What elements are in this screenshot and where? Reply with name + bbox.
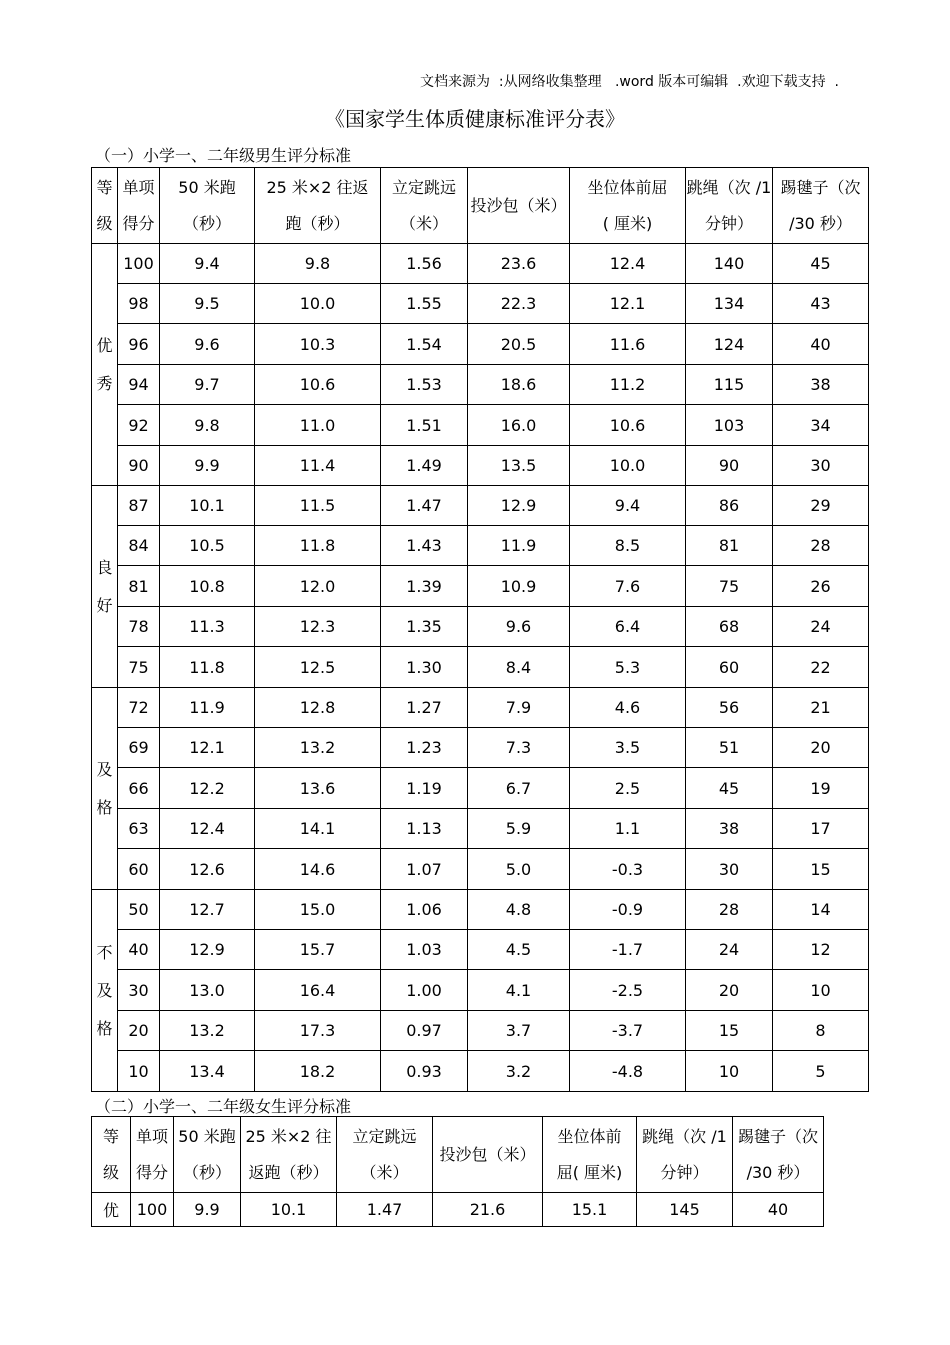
section1-title: （一）小学一、二年级男生评分标准: [95, 146, 352, 165]
column-header-text: 50 米跑: [178, 1126, 236, 1146]
table-cell: 12.7: [160, 890, 255, 930]
column-header-text: 立定跳远: [352, 1126, 417, 1146]
column-header-text: /30 秒）: [746, 1162, 810, 1182]
table-cell: 30: [773, 446, 869, 486]
table-cell: 8.4: [468, 647, 570, 688]
table-cell: 34: [773, 405, 869, 446]
table-cell: 15.0: [255, 890, 381, 930]
section2-title: （二）小学一、二年级女生评分标准: [95, 1097, 352, 1116]
table-cell: 38: [686, 809, 773, 849]
column-header-text: （米）: [399, 213, 448, 233]
table-cell: 26: [773, 566, 869, 607]
table-cell: 140: [686, 244, 773, 284]
table-row: [92, 890, 869, 930]
grade-char: 及: [96, 980, 113, 1000]
table-cell: 12.4: [160, 809, 255, 849]
column-header-text: 跳绳（次 /1: [686, 177, 772, 197]
column-header-text: 坐位体前: [557, 1126, 622, 1146]
table-cell: 5.0: [468, 849, 570, 890]
table-cell: 66: [118, 768, 160, 809]
table-row: [92, 284, 869, 324]
column-header-text: /30 秒）: [789, 213, 852, 233]
column-header-text: 单项: [135, 1126, 168, 1146]
table-cell: 20: [686, 970, 773, 1011]
table-cell: -2.5: [570, 970, 686, 1011]
grade-char: 不: [96, 942, 113, 962]
grade-char: 及: [96, 759, 113, 779]
table-cell: 100: [131, 1193, 174, 1227]
table-cell: 13.5: [468, 446, 570, 486]
table-cell: 12.0: [255, 566, 381, 607]
table-cell: 13.0: [160, 970, 255, 1011]
table-cell: 12: [773, 930, 869, 970]
column-header: [686, 168, 773, 244]
table-cell: 20: [118, 1011, 160, 1051]
table-cell: 103: [686, 405, 773, 446]
table-cell: 3.7: [468, 1011, 570, 1051]
table-cell: 92: [118, 405, 160, 446]
table-cell: 10: [773, 970, 869, 1011]
table-cell: 124: [686, 324, 773, 365]
table-cell: 11.4: [255, 446, 381, 486]
table-cell: 0.93: [381, 1051, 468, 1092]
table-cell: 24: [686, 930, 773, 970]
table-cell: 100: [118, 244, 160, 284]
table-cell: 11.9: [468, 526, 570, 566]
table-cell: 8.5: [570, 526, 686, 566]
column-header: [433, 1117, 543, 1193]
header-row: [92, 1117, 824, 1193]
table-cell: -0.3: [570, 849, 686, 890]
table-cell: 75: [686, 566, 773, 607]
table-cell: 7.3: [468, 728, 570, 768]
table-cell: 9.4: [570, 486, 686, 526]
table-cell: 90: [118, 446, 160, 486]
column-header-text: 级: [96, 213, 113, 233]
table-cell: 20.5: [468, 324, 570, 365]
table-cell: 16.0: [468, 405, 570, 446]
table-cell: 9.8: [255, 244, 381, 284]
source-note: 文档来源为 :从网络收集整理 .word 版本可编辑 .欢迎下载支持 .: [420, 74, 839, 90]
table-cell: 12.6: [160, 849, 255, 890]
table-row: [92, 324, 869, 365]
table-cell: 75: [118, 647, 160, 688]
table-row: [92, 728, 869, 768]
table-cell: -4.8: [570, 1051, 686, 1092]
table-cell: 38: [773, 365, 869, 405]
table-cell: 30: [118, 970, 160, 1011]
table-cell: 7.9: [468, 688, 570, 728]
column-header-text: 级: [102, 1162, 119, 1182]
grade-cell: [92, 244, 118, 486]
table-cell: 优: [92, 1193, 131, 1227]
column-header: [637, 1117, 733, 1193]
table-cell: 98: [118, 284, 160, 324]
table-cell: 12.2: [160, 768, 255, 809]
grade-cell: [92, 890, 118, 1092]
column-header-text: 25 米×2 往: [245, 1126, 332, 1146]
table-cell: 81: [118, 566, 160, 607]
table-cell: 22.3: [468, 284, 570, 324]
table-cell: 1.43: [381, 526, 468, 566]
boys-score-table: [91, 167, 869, 1092]
table-cell: 1.49: [381, 446, 468, 486]
column-header-text: 得分: [135, 1162, 168, 1182]
table-cell: 9.6: [468, 607, 570, 647]
column-header-text: 屈( 厘米): [556, 1162, 623, 1182]
grade-char: 格: [96, 797, 113, 817]
grade-cell: [92, 486, 118, 688]
table-row: [92, 365, 869, 405]
table-cell: 14.1: [255, 809, 381, 849]
table-cell: 3.5: [570, 728, 686, 768]
table-cell: 1.27: [381, 688, 468, 728]
table-cell: 1.07: [381, 849, 468, 890]
table-cell: 12.3: [255, 607, 381, 647]
table-row: [92, 1051, 869, 1092]
table-cell: 50: [118, 890, 160, 930]
table-row: [92, 1011, 869, 1051]
table-row: [92, 768, 869, 809]
table-cell: 1.47: [381, 486, 468, 526]
grade-char: 好: [96, 595, 113, 615]
table-cell: 14: [773, 890, 869, 930]
table-cell: 90: [686, 446, 773, 486]
grade-char: 优: [96, 335, 113, 355]
table-cell: 10.5: [160, 526, 255, 566]
table-cell: 96: [118, 324, 160, 365]
table-cell: 11.8: [160, 647, 255, 688]
table-cell: 11.8: [255, 526, 381, 566]
table-cell: 51: [686, 728, 773, 768]
column-header-text: （米）: [360, 1162, 409, 1182]
table-cell: 1.30: [381, 647, 468, 688]
table-row: [92, 1193, 824, 1227]
table-cell: 22: [773, 647, 869, 688]
column-header-text: 坐位体前屈: [587, 177, 668, 197]
column-header: [174, 1117, 241, 1193]
table-cell: 86: [686, 486, 773, 526]
table-row: [92, 244, 869, 284]
column-header: [733, 1117, 824, 1193]
column-header-text: 投沙包（米）: [470, 195, 567, 215]
column-header-text: 跳绳（次 /1: [642, 1126, 727, 1146]
table-cell: 2.5: [570, 768, 686, 809]
table-cell: 9.9: [174, 1193, 241, 1227]
column-header-text: 投沙包（米）: [439, 1144, 536, 1164]
table-cell: 1.47: [337, 1193, 433, 1227]
table-cell: 3.2: [468, 1051, 570, 1092]
table-cell: 12.1: [160, 728, 255, 768]
column-header: [337, 1117, 433, 1193]
table-cell: 1.53: [381, 365, 468, 405]
column-header: [468, 168, 570, 244]
table-cell: 1.35: [381, 607, 468, 647]
table-cell: 28: [773, 526, 869, 566]
column-header: [241, 1117, 337, 1193]
column-header: [255, 168, 381, 244]
table-cell: 4.1: [468, 970, 570, 1011]
column-header: [160, 168, 255, 244]
table-cell: 16.4: [255, 970, 381, 1011]
table-cell: -1.7: [570, 930, 686, 970]
table-cell: 60: [686, 647, 773, 688]
table-cell: 15: [686, 1011, 773, 1051]
table-cell: 19: [773, 768, 869, 809]
table-cell: 29: [773, 486, 869, 526]
table-cell: 11.0: [255, 405, 381, 446]
table-row: [92, 809, 869, 849]
table-cell: 60: [118, 849, 160, 890]
table-cell: 45: [773, 244, 869, 284]
grade-char: 格: [96, 1018, 113, 1038]
table-cell: 10.3: [255, 324, 381, 365]
table-cell: 94: [118, 365, 160, 405]
table-cell: 10.1: [241, 1193, 337, 1227]
table-cell: -0.9: [570, 890, 686, 930]
table-cell: 10.8: [160, 566, 255, 607]
table-cell: 13.2: [255, 728, 381, 768]
column-header: [570, 168, 686, 244]
table-cell: 5.3: [570, 647, 686, 688]
table-cell: 1.54: [381, 324, 468, 365]
table-cell: 11.5: [255, 486, 381, 526]
table-row: [92, 405, 869, 446]
table-cell: 23.6: [468, 244, 570, 284]
column-header-text: 跑（秒）: [285, 213, 350, 233]
grade-cell: [92, 688, 118, 890]
table-cell: 56: [686, 688, 773, 728]
table-cell: 4.6: [570, 688, 686, 728]
table-cell: 17: [773, 809, 869, 849]
table-cell: 10.1: [160, 486, 255, 526]
table-cell: 0.97: [381, 1011, 468, 1051]
table-cell: 10.6: [570, 405, 686, 446]
grade-char: 秀: [96, 373, 113, 393]
column-header-text: 得分: [122, 213, 155, 233]
column-header: [92, 1117, 131, 1193]
column-header-text: 等: [102, 1126, 119, 1146]
table-cell: 30: [686, 849, 773, 890]
column-header: [381, 168, 468, 244]
column-header-text: ( 厘米): [602, 213, 653, 233]
table-cell: -3.7: [570, 1011, 686, 1051]
table-cell: 13.4: [160, 1051, 255, 1092]
table-cell: 11.3: [160, 607, 255, 647]
table-cell: 84: [118, 526, 160, 566]
table-cell: 10: [686, 1051, 773, 1092]
document-title: 《国家学生体质健康标准评分表》: [325, 107, 625, 131]
column-header-text: 分钟）: [704, 213, 753, 233]
table-cell: 9.6: [160, 324, 255, 365]
table-cell: 1.00: [381, 970, 468, 1011]
table-cell: 1.06: [381, 890, 468, 930]
table-cell: 1.13: [381, 809, 468, 849]
table-cell: 1.03: [381, 930, 468, 970]
table-cell: 9.8: [160, 405, 255, 446]
table-row: [92, 607, 869, 647]
table-cell: 15.7: [255, 930, 381, 970]
table-cell: 7.6: [570, 566, 686, 607]
table-cell: 1.39: [381, 566, 468, 607]
table-cell: 78: [118, 607, 160, 647]
table-cell: 17.3: [255, 1011, 381, 1051]
column-header-text: 立定跳远: [391, 177, 456, 197]
table-cell: 12.8: [255, 688, 381, 728]
table-cell: 9.7: [160, 365, 255, 405]
table-cell: 12.1: [570, 284, 686, 324]
table-cell: 8: [773, 1011, 869, 1051]
table-cell: 10.0: [255, 284, 381, 324]
table-cell: 12.5: [255, 647, 381, 688]
table-row: [92, 849, 869, 890]
column-header-text: （秒）: [182, 213, 231, 233]
table-cell: 43: [773, 284, 869, 324]
table-cell: 13.6: [255, 768, 381, 809]
table-cell: 10: [118, 1051, 160, 1092]
column-header-text: 返跑（秒）: [248, 1162, 329, 1182]
table-cell: 72: [118, 688, 160, 728]
table-cell: 21: [773, 688, 869, 728]
table-cell: 5: [773, 1051, 869, 1092]
column-header-text: 等: [96, 177, 113, 197]
table-row: [92, 647, 869, 688]
table-cell: 28: [686, 890, 773, 930]
table-cell: 68: [686, 607, 773, 647]
column-header: [131, 1117, 174, 1193]
table-cell: 63: [118, 809, 160, 849]
column-header-text: 分钟）: [660, 1162, 709, 1182]
table-row: [92, 486, 869, 526]
table-cell: 1.23: [381, 728, 468, 768]
table-cell: 1.56: [381, 244, 468, 284]
table-cell: 40: [773, 324, 869, 365]
table-cell: 24: [773, 607, 869, 647]
table-cell: 1.1: [570, 809, 686, 849]
column-header: [92, 168, 118, 244]
table-cell: 115: [686, 365, 773, 405]
table-cell: 11.6: [570, 324, 686, 365]
table-cell: 1.19: [381, 768, 468, 809]
table-row: [92, 688, 869, 728]
table-cell: 1.55: [381, 284, 468, 324]
header-row: [92, 168, 869, 244]
column-header-text: 25 米×2 往返: [266, 177, 369, 197]
table-cell: 15: [773, 849, 869, 890]
column-header-text: 50 米跑: [178, 177, 236, 197]
table-cell: 11.2: [570, 365, 686, 405]
table-cell: 12.4: [570, 244, 686, 284]
column-header: [543, 1117, 637, 1193]
table-cell: 12.9: [160, 930, 255, 970]
table-cell: 13.2: [160, 1011, 255, 1051]
table-cell: 87: [118, 486, 160, 526]
table-cell: 14.6: [255, 849, 381, 890]
table-row: [92, 970, 869, 1011]
column-header-text: 单项: [122, 177, 155, 197]
table-cell: 40: [733, 1193, 824, 1227]
table-cell: 134: [686, 284, 773, 324]
column-header: [118, 168, 160, 244]
table-row: [92, 930, 869, 970]
table-cell: 21.6: [433, 1193, 543, 1227]
table-cell: 145: [637, 1193, 733, 1227]
column-header-text: 踢毽子（次: [737, 1126, 818, 1146]
table-cell: 9.9: [160, 446, 255, 486]
column-header-text: 踢毽子（次: [780, 177, 861, 197]
table-cell: 5.9: [468, 809, 570, 849]
table-cell: 18.6: [468, 365, 570, 405]
table-cell: 12.9: [468, 486, 570, 526]
table-cell: 6.7: [468, 768, 570, 809]
table-row: [92, 566, 869, 607]
table-cell: 9.5: [160, 284, 255, 324]
table-cell: 10.6: [255, 365, 381, 405]
column-header: [773, 168, 869, 244]
table-cell: 45: [686, 768, 773, 809]
table-cell: 15.1: [543, 1193, 637, 1227]
table-cell: 20: [773, 728, 869, 768]
table-cell: 9.4: [160, 244, 255, 284]
table-row: [92, 446, 869, 486]
girls-score-table: [91, 1116, 824, 1227]
table-row: [92, 526, 869, 566]
table-cell: 10.0: [570, 446, 686, 486]
table-cell: 6.4: [570, 607, 686, 647]
table-cell: 18.2: [255, 1051, 381, 1092]
table-cell: 11.9: [160, 688, 255, 728]
grade-char: 良: [96, 557, 113, 577]
table-cell: 4.8: [468, 890, 570, 930]
table-cell: 10.9: [468, 566, 570, 607]
table-cell: 81: [686, 526, 773, 566]
table-cell: 40: [118, 930, 160, 970]
column-header-text: （秒）: [182, 1162, 231, 1182]
table-cell: 1.51: [381, 405, 468, 446]
table-cell: 69: [118, 728, 160, 768]
table-cell: 4.5: [468, 930, 570, 970]
